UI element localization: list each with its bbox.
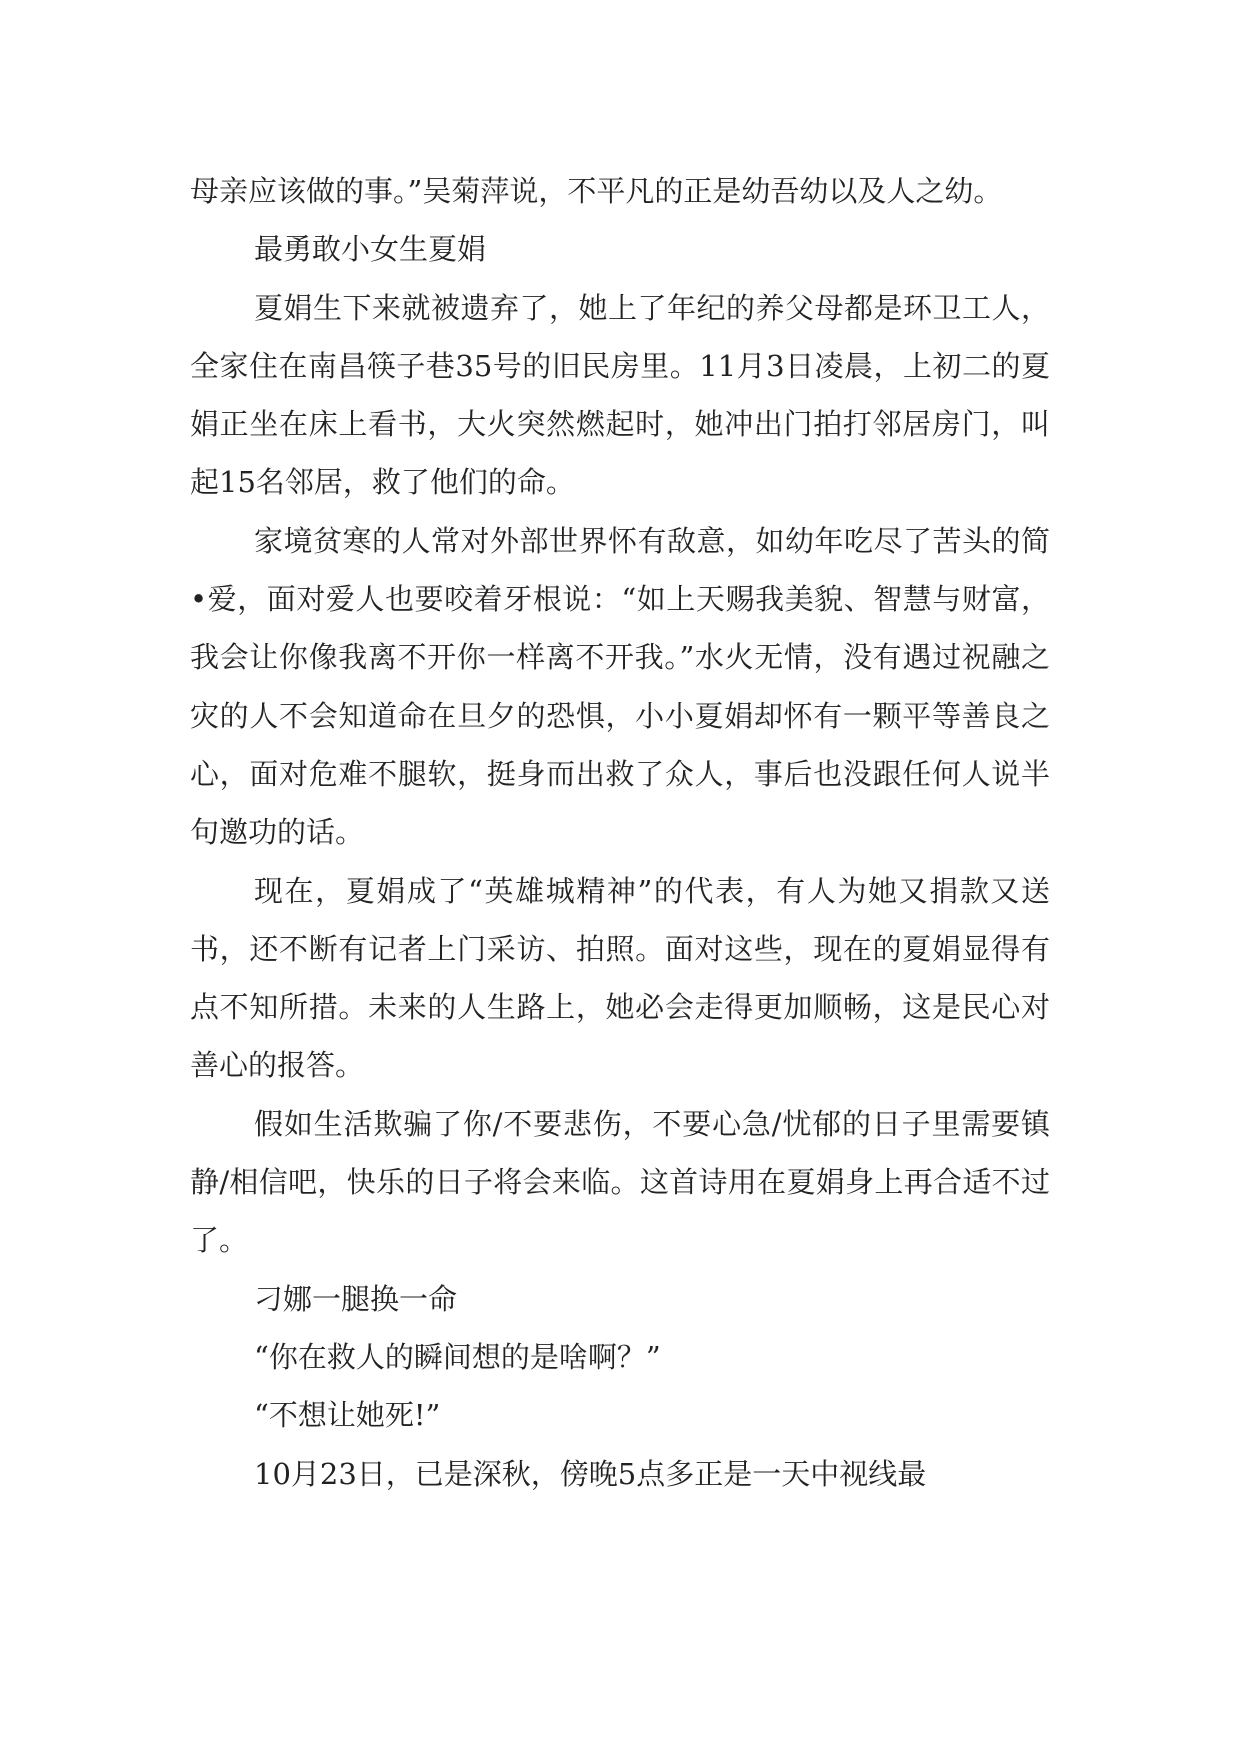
paragraph: 夏娟生下来就被遗弃了，她上了年纪的养父母都是环卫工人，全家住在南昌筷子巷35号的旧民房里。11月3日凌晨，上初二的夏娟正坐在床上看书，大火突然燃起时，她冲出门拍打邻居房门，叫起15名邻居，救了他们的命。: [190, 290, 1050, 500]
paragraph: 现在，夏娟成了“英雄城精神”的代表，有人为她又捐款又送书，还不断有记者上门采访、拍照。面对这些，现在的夏娟显得有点不知所措。未来的人生路上，她必会走得更加顺畅，这是民心对善心的报答。: [190, 873, 1050, 1083]
dialogue-answer: “不想让她死!”: [254, 1398, 441, 1433]
section-heading-diao-na: 刁娜一腿换一命: [254, 1281, 458, 1316]
section-heading-xia-juan: 最勇敢小女生夏娟: [254, 232, 487, 267]
paragraph: 家境贫寒的人常对外部世界怀有敌意，如幼年吃尽了苦头的简•爱，面对爱人也要咬着牙根说：“如上天赐我美貌、智慧与财富，我会让你像我离不开你一样离不开我。”水火无情，没有遇过祝融之灾的人不会知道命在旦夕的恐惧，小小夏娟却怀有一颗平等善良之心，面对危难不腿软，挺身而出救了众人，事后也没跟任何人说半句邀功的话。: [190, 523, 1050, 850]
paragraph: 假如生活欺骗了你/不要悲伤，不要心急/忧郁的日子里需要镇静/相信吧，快乐的日子将会来临。这首诗用在夏娟身上再合适不过了。: [190, 1106, 1050, 1258]
dialogue-question: “你在救人的瞬间想的是啥啊？”: [254, 1339, 661, 1374]
document-body: [190, 162, 1050, 1503]
paragraph-continuation: 母亲应该做的事。”吴菊萍说，不平凡的正是幼吾幼以及人之幼。: [190, 174, 1003, 208]
paragraph: 10月23日，已是深秋，傍晚5点多正是一天中视线最: [254, 1456, 927, 1491]
